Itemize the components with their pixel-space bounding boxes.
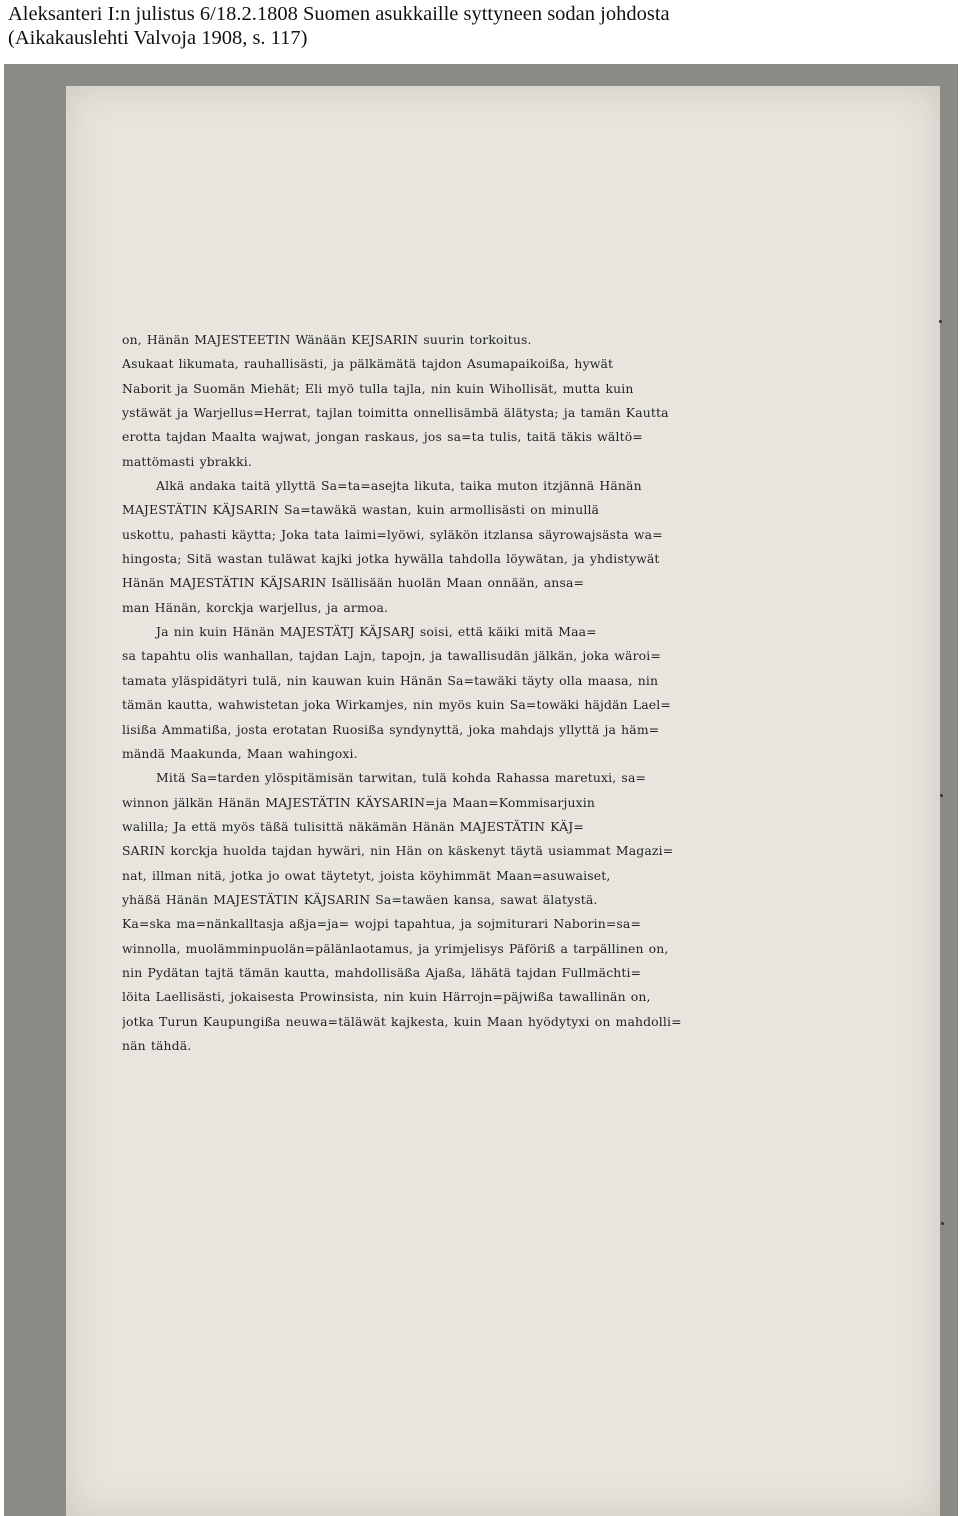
text-line: nän tähdä. [122,1037,192,1053]
text-line: Ka=ska ma=nänkalltasja aßja=ja= wojpi tapahtua, ja sojmiturari Naborin=sa= [122,916,641,932]
text-line: ystäwät ja Warjellus=Herrat, tajlan toimitta onnellisämbä älätysta; ja tamän Kautta [122,405,669,421]
proclamation-text [122,328,748,1058]
text-line: uskottu, pahasti käytta; Joka tata laimi=lyöwi, syläkön itzlansa säyrowajsästa wa= [122,526,663,542]
text-line: winnon jälkän Hänän MAJESTÄTIN KÄYSARIN=ja Maan=Kommisarjuxin [122,794,595,810]
scan-speck [940,794,943,797]
scan-speck [941,1222,944,1225]
text-line: hingosta; Sitä wastan tuläwat kajki jotka hywälla tahdolla löywätan, ja yhdistywät [122,551,660,567]
document-caption [8,2,948,50]
text-line: nat, illman nitä, jotka jo owat täytetyt, joista köyhimmät Maan=asuwaiset, [122,867,611,883]
caption-source: (Aikakauslehti Valvoja 1908, s. 117) [8,27,308,49]
text-line: Ja nin kuin Hänän MAJESTÄTJ KÄJSARJ soisi, että käiki mitä Maa= [156,624,597,640]
text-line: erotta tajdan Maalta wajwat, jongan raskaus, jos sa=ta tulis, taitä täkis wältö= [122,429,643,445]
text-line: walilla; Ja että myös täßä tulisittä näkämän Hänän MAJESTÄTIN KÄJ= [122,818,584,834]
text-line: nin Pydätan tajtä tämän kautta, mahdollisäßa Ajaßa, lähätä tajdan Fullmächti= [122,964,642,980]
text-line: löita Laellisästi, jokaisesta Prowinsista, nin kuin Härrojn=päjwißa tawallinän on, [122,989,651,1005]
text-line: Hänän MAJESTÄTIN KÄJSARIN Isällisään huolän Maan onnään, ansa= [122,575,585,591]
text-line: mattömasti ybrakki. [122,453,252,469]
text-line: lisißa Ammatißa, josta erotatan Ruosißa syndynyttä, joka mahdajs yllyttä ja häm= [122,721,660,737]
paragraph [122,328,748,474]
scan-speck [939,320,942,323]
text-line: tämän kautta, wahwistetan joka Wirkamjes, nin myös kuin Sa=towäki häjdän Lael= [122,697,671,713]
paragraph [122,474,748,620]
text-line: Alkä andaka taitä yllyttä Sa=ta=asejta likuta, taika muton itzjännä Hänän [156,478,642,494]
text-line: winnolla, muolämminpuolän=pälänlaotamus, ja yrimjelisys Päföriß a tarpällinen on, [122,940,669,956]
text-line: Mitä Sa=tarden ylöspitämisän tarwitan, tulä kohda Rahassa maretuxi, sa= [156,770,647,786]
text-line: sa tapahtu olis wanhallan, tajdan Lajn, tapojn, ja tawallisudän jälkän, joka wäroi= [122,648,661,664]
text-line: Naborit ja Suomän Miehät; Eli myö tulla tajla, nin kuin Wihollisät, mutta kuin [122,380,634,396]
paragraph [122,620,748,766]
text-line: tamata yläspidätyri tulä, nin kauwan kuin Hänän Sa=tawäki täyty olla maasa, nin [122,672,659,688]
text-line: SARIN korckja huolda tajdan hywäri, nin Hän on käskenyt täytä usiammat Magazi= [122,843,674,859]
text-line: mändä Maakunda, Maan wahingoxi. [122,745,358,761]
text-line: yhäßä Hänän MAJESTÄTIN KÄJSARIN Sa=tawäen kansa, sawat älatystä. [122,891,598,907]
text-line: man Hänän, korckja warjellus, ja armoa. [122,599,389,615]
text-line: on, Hänän MAJESTEETIN Wänään KEJSARIN suurin torkoitus. [122,332,532,347]
text-line: MAJESTÄTIN KÄJSARIN Sa=tawäkä wastan, kuin armollisästi on minullä [122,502,600,518]
text-line: jotka Turun Kaupungißa neuwa=täläwät kajkesta, kuin Maan hyödytyxi on mahdolli= [122,1013,682,1029]
caption-title: Aleksanteri I:n julistus 6/18.2.1808 Suomen asukkaille syttyneen sodan johdosta [8,3,670,25]
text-line: Asukaat likumata, rauhallisästi, ja pälkämätä tajdon Asumapaikoißa, hywät [122,356,614,372]
paragraph [122,766,748,1058]
